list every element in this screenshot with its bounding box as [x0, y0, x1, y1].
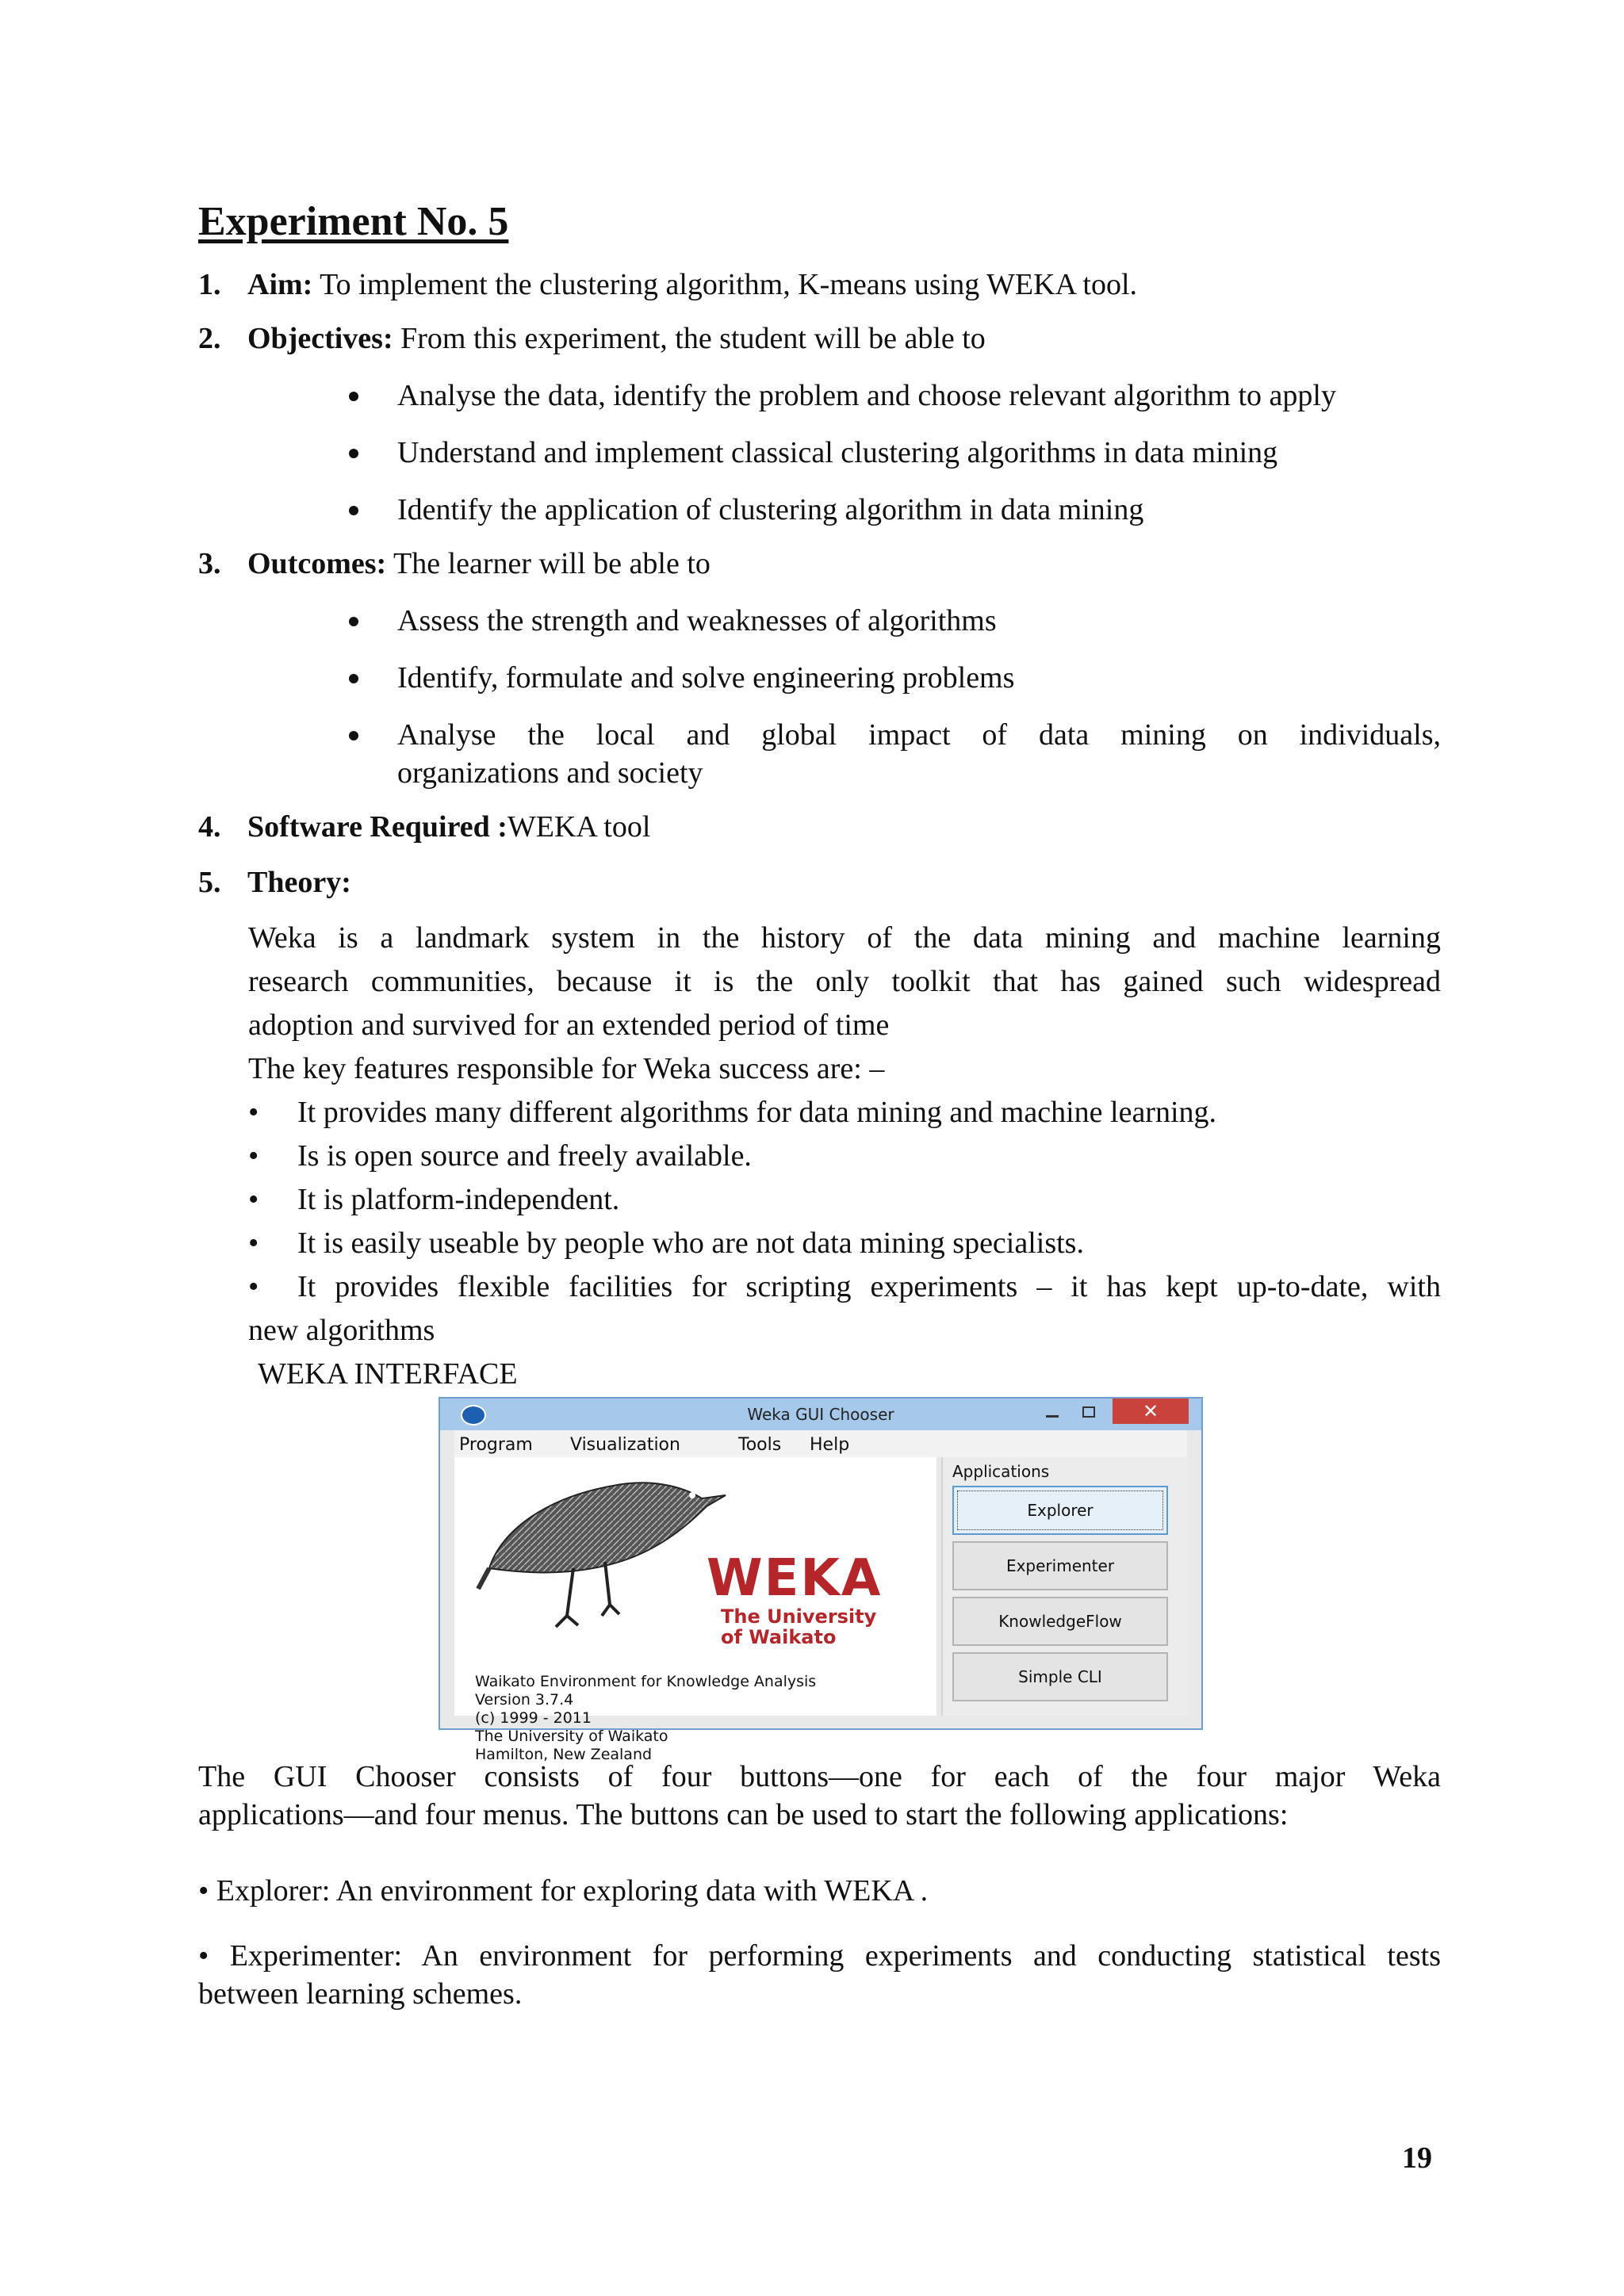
bullet-dot-icon — [349, 731, 358, 740]
window-title: Weka GUI Chooser — [747, 1405, 894, 1424]
weka-interface-label: WEKA INTERFACE — [258, 1357, 518, 1391]
feature-item: It is platform-independent. — [297, 1183, 620, 1216]
experimenter-description-line: between learning schemes. — [198, 1977, 523, 2011]
about-line: Waikato Environment for Knowledge Analysis — [475, 1673, 817, 1690]
about-text — [475, 1673, 816, 1764]
feature-item: It provides flexible facilities for scripting experiments – it has kept up-to-date, with — [297, 1270, 1441, 1303]
about-line: The University of Waikato — [475, 1728, 668, 1745]
experimenter-button[interactable]: Experimenter — [952, 1541, 1168, 1590]
feature-item: Is is open source and freely available. — [297, 1139, 752, 1173]
aim-line — [198, 266, 1137, 303]
feature-item: It provides many different algorithms for data mining and machine learning. — [297, 1096, 1217, 1129]
outcomes-label: Outcomes: — [247, 547, 387, 580]
outcome-item: Assess the strength and weaknesses of algorithms — [397, 604, 997, 637]
menu-tools[interactable]: Tools — [738, 1435, 782, 1455]
objective-item: Analyse the data, identify the problem and choose relevant algorithm to apply — [397, 379, 1336, 412]
feature-bullet: • — [248, 1139, 259, 1173]
outcomes-number: 3. — [198, 547, 221, 580]
feature-bullet: • — [248, 1270, 259, 1303]
theory-paragraph-line: adoption and survived for an extended period of time — [248, 1008, 890, 1042]
objectives-text: From this experiment, the student will be able to — [393, 322, 986, 355]
gui-chooser-line: The GUI Chooser consists of four buttons—one for each of the four major Weka — [198, 1760, 1441, 1793]
close-icon[interactable]: ✕ — [1113, 1399, 1189, 1424]
university-name — [721, 1606, 876, 1647]
feature-bullet: • — [248, 1096, 259, 1129]
simple-cli-button[interactable]: Simple CLI — [952, 1652, 1168, 1701]
about-panel — [454, 1457, 936, 1763]
weka-logo: WEKA — [707, 1549, 883, 1608]
software-line — [198, 809, 650, 845]
minimize-icon[interactable] — [1036, 1402, 1068, 1425]
menu-program[interactable]: Program — [459, 1435, 533, 1455]
outcomes-text: The learner will be able to — [386, 547, 710, 580]
outcomes-line — [198, 545, 710, 582]
about-line: Version 3.7.4 — [475, 1691, 574, 1709]
explorer-description: • Explorer: An environment for exploring data with WEKA . — [198, 1874, 929, 1908]
objectives-label: Objectives: — [247, 322, 393, 355]
objectives-line — [198, 320, 986, 357]
explorer-button[interactable]: Explorer — [952, 1486, 1168, 1535]
feature-item-continued: new algorithms — [248, 1314, 435, 1347]
experimenter-description-line: • Experimenter: An environment for performing experiments and conducting statistical tests — [198, 1939, 1441, 1973]
about-line: (c) 1999 - 2011 — [475, 1709, 592, 1727]
outcome-item: Analyse the local and global impact of data mining on individuals, — [397, 718, 1441, 752]
aim-number: 1. — [198, 268, 221, 301]
theory-paragraph-line: research communities, because it is the only toolkit that has gained such widespread — [248, 965, 1441, 998]
bullet-dot-icon — [349, 392, 358, 401]
software-number: 4. — [198, 810, 221, 844]
aim-label: Aim: — [247, 268, 313, 301]
key-features-intro: The key features responsible for Weka success are: – — [248, 1052, 885, 1085]
objectives-number: 2. — [198, 322, 221, 355]
outcome-item-continued: organizations and society — [397, 756, 703, 790]
bullet-dot-icon — [349, 617, 358, 626]
maximize-icon[interactable] — [1072, 1402, 1104, 1425]
university-line: of Waikato — [721, 1626, 837, 1648]
applications-panel — [941, 1457, 1189, 1716]
aim-text: To implement the clustering algorithm, K-means using WEKA tool. — [312, 268, 1138, 301]
menu-visualization[interactable]: Visualization — [570, 1435, 680, 1455]
theory-paragraph-line: Weka is a landmark system in the history of the data mining and machine learning — [248, 921, 1441, 955]
weka-gui-chooser-window — [439, 1397, 1203, 1763]
software-label: Software Required : — [247, 810, 508, 844]
menu-bar — [454, 1430, 1187, 1457]
software-text: WEKA tool — [507, 810, 651, 844]
applications-label: Applications — [952, 1462, 1050, 1481]
window-title-bar[interactable] — [440, 1399, 1201, 1430]
bullet-dot-icon — [349, 506, 358, 515]
bullet-dot-icon — [349, 674, 358, 683]
gui-chooser-line: applications—and four menus. The buttons can be used to start the following applications: — [198, 1798, 1289, 1831]
feature-item: It is easily useable by people who are not data mining specialists. — [297, 1226, 1084, 1260]
bullet-dot-icon — [349, 449, 358, 458]
university-line: The University — [721, 1605, 877, 1628]
feature-bullet: • — [248, 1226, 259, 1260]
theory-line — [198, 864, 351, 901]
about-line: Hamilton, New Zealand — [475, 1746, 653, 1763]
objective-item: Identify the application of clustering algorithm in data mining — [397, 493, 1144, 526]
objective-item: Understand and implement classical clustering algorithms in data mining — [397, 436, 1278, 469]
knowledgeflow-button[interactable]: KnowledgeFlow — [952, 1597, 1168, 1646]
outcome-item: Identify, formulate and solve engineering problems — [397, 661, 1015, 695]
theory-label: Theory: — [247, 866, 351, 899]
page-title: Experiment No. 5 — [198, 199, 509, 244]
feature-bullet: • — [248, 1183, 259, 1216]
page-number: 19 — [1402, 2141, 1432, 2175]
menu-help[interactable]: Help — [810, 1435, 850, 1455]
theory-number: 5. — [198, 866, 221, 899]
